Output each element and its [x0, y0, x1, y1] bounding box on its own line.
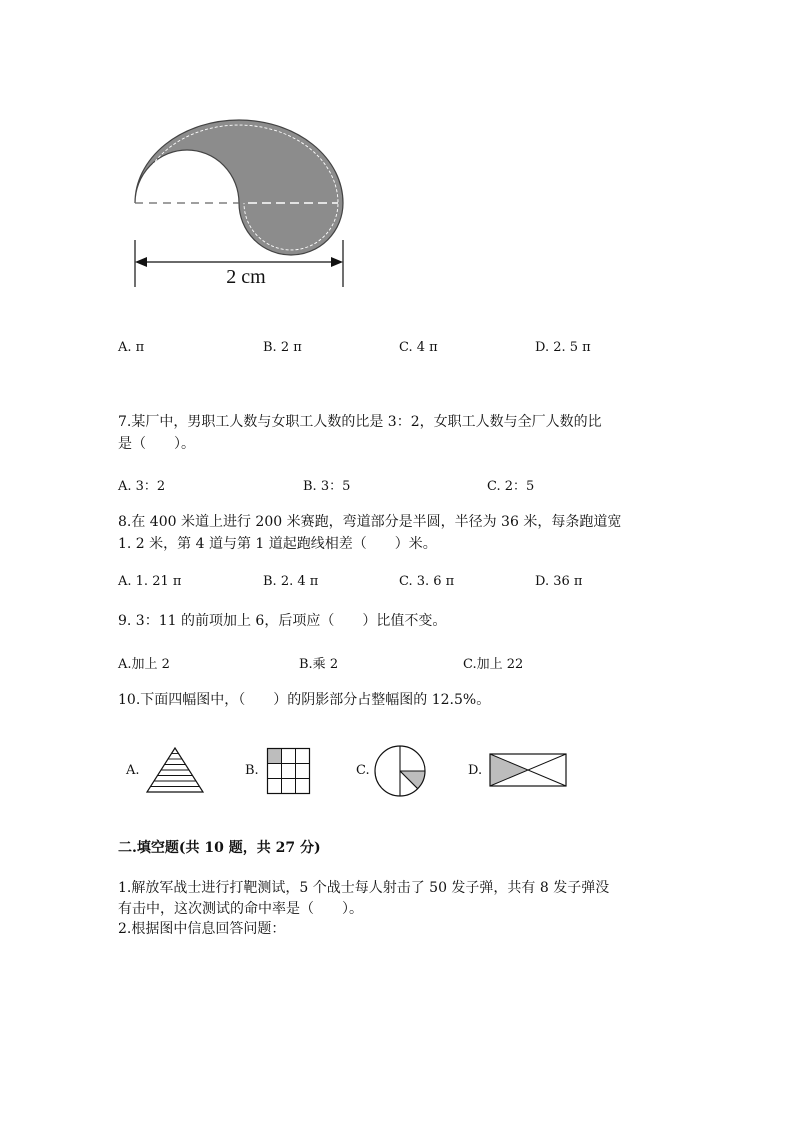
q8-option-b: B. 2. 4 π: [263, 574, 319, 589]
q10-text: 10.下面四幅图中，（ ）的阴影部分占整幅图的 12.5%。: [118, 692, 491, 708]
arrowhead-right: [331, 257, 343, 267]
q10-label-c: C.: [356, 763, 370, 778]
q6-option-d: D. 2. 5 π: [535, 340, 591, 355]
shaded-crescent-shape: [135, 120, 343, 255]
q8-option-c: C. 3. 6 π: [399, 574, 455, 589]
q6-figure: [128, 115, 348, 290]
q7-option-b: B. 3：5: [303, 479, 351, 494]
q10-figure-b-grid: [266, 747, 312, 795]
q8-option-a: A. 1. 21 π: [118, 574, 182, 589]
s2-q1-line1: 1.解放军战士进行打靶测试，5 个战士每人射击了 50 发子弹，共有 8 发子弹没: [118, 880, 610, 896]
q10-label-d: D.: [468, 763, 483, 778]
q8-text-line2: 1. 2 米，第 4 道与第 1 道起跑线相差（ ）米。: [118, 536, 437, 552]
q7-option-a: A. 3：2: [118, 479, 166, 494]
dimension-label: 2 cm: [226, 266, 266, 288]
section-2-heading: 二.填空题(共 10 题，共 27 分): [118, 840, 321, 856]
q8-text-line1: 8.在 400 米道上进行 200 米赛跑，弯道部分是半圆，半径为 36 米，每条跑道宽: [118, 514, 622, 530]
q7-text-line2: 是（ ）。: [118, 436, 195, 452]
q9-option-c: C.加上 22: [463, 657, 524, 672]
s2-q2-text: 2.根据图中信息回答问题：: [118, 921, 286, 937]
arrowhead-left: [135, 257, 147, 267]
q9-option-a: A.加上 2: [118, 657, 170, 672]
q9-text: 9. 3：11 的前项加上 6，后项应（ ）比值不变。: [118, 613, 447, 629]
q6-option-a: A. π: [118, 340, 145, 355]
q7-text-line1: 7.某厂中，男职工人数与女职工人数的比是 3：2，女职工人数与全厂人数的比: [118, 414, 602, 430]
s2-q1-line2: 有击中，这次测试的命中率是（ ）。: [118, 901, 363, 917]
q10-figure-c-circle: [373, 744, 427, 798]
q7-option-c: C. 2：5: [487, 479, 535, 494]
q10-label-b: B.: [245, 763, 259, 778]
q8-option-d: D. 36 π: [535, 574, 583, 589]
q10-label-a: A.: [126, 763, 140, 778]
q6-option-b: B. 2 π: [263, 340, 302, 355]
q10-figure-a-triangle: [145, 746, 205, 794]
q9-option-b: B.乘 2: [299, 657, 339, 672]
q6-option-c: C. 4 π: [399, 340, 438, 355]
q10-figure-d-rectangle: [488, 752, 568, 788]
